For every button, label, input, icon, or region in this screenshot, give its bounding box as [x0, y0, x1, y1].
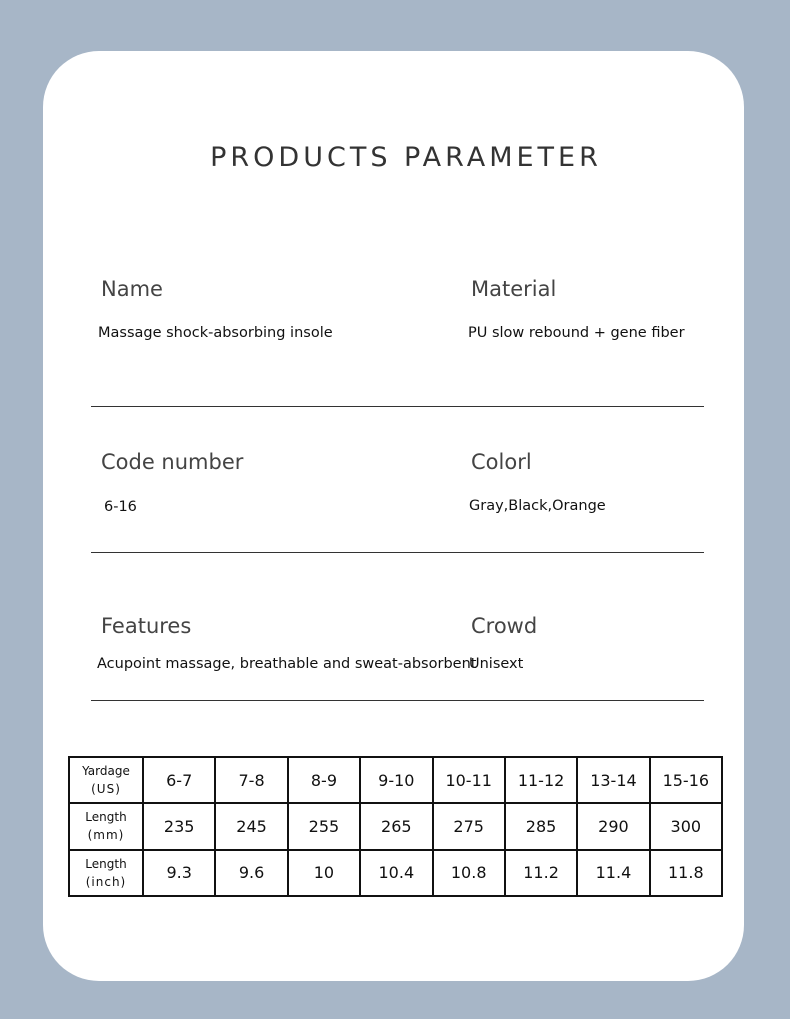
- table-cell: 7-8: [215, 757, 287, 803]
- divider: [91, 700, 704, 701]
- table-cell: 285: [505, 803, 577, 849]
- table-cell: 11.2: [505, 850, 577, 896]
- table-cell: 255: [288, 803, 360, 849]
- code-number-value: 6-16: [104, 499, 137, 515]
- table-cell: 10.8: [433, 850, 505, 896]
- table-cell: 6-7: [143, 757, 215, 803]
- table-cell: 11.8: [650, 850, 722, 896]
- table-cell: 10.4: [360, 850, 432, 896]
- features-value: Acupoint massage, breathable and sweat-absorbent: [97, 656, 477, 672]
- table-cell: 9-10: [360, 757, 432, 803]
- row-header: Length (mm): [69, 803, 143, 849]
- table-row: [69, 803, 722, 849]
- divider: [91, 552, 704, 553]
- table-cell: 9.6: [215, 850, 287, 896]
- table-cell: 8-9: [288, 757, 360, 803]
- table-cell: 15-16: [650, 757, 722, 803]
- name-value: Massage shock-absorbing insole: [98, 325, 333, 341]
- crowd-value: Unisext: [469, 656, 524, 672]
- color-value: Gray,Black,Orange: [469, 498, 606, 514]
- code-number-label: Code number: [101, 450, 244, 474]
- table-cell: 275: [433, 803, 505, 849]
- row-header: Yardage (US): [69, 757, 143, 803]
- table-row: [69, 757, 722, 803]
- table-cell: 300: [650, 803, 722, 849]
- material-value: PU slow rebound + gene fiber: [468, 325, 685, 341]
- table-cell: 9.3: [143, 850, 215, 896]
- table-row: [69, 850, 722, 896]
- table-cell: 265: [360, 803, 432, 849]
- size-table: [68, 756, 723, 897]
- row-header: Length (inch): [69, 850, 143, 896]
- table-cell: 10: [288, 850, 360, 896]
- name-label: Name: [101, 277, 163, 301]
- table-cell: 10-11: [433, 757, 505, 803]
- divider: [91, 406, 704, 407]
- features-label: Features: [101, 614, 192, 638]
- table-cell: 290: [577, 803, 649, 849]
- table-cell: 11.4: [577, 850, 649, 896]
- color-label: Colorl: [471, 450, 532, 474]
- page-title: PRODUCTS PARAMETER: [210, 142, 602, 173]
- table-cell: 245: [215, 803, 287, 849]
- table-cell: 11-12: [505, 757, 577, 803]
- table-cell: 13-14: [577, 757, 649, 803]
- table-cell: 235: [143, 803, 215, 849]
- crowd-label: Crowd: [471, 614, 538, 638]
- material-label: Material: [471, 277, 557, 301]
